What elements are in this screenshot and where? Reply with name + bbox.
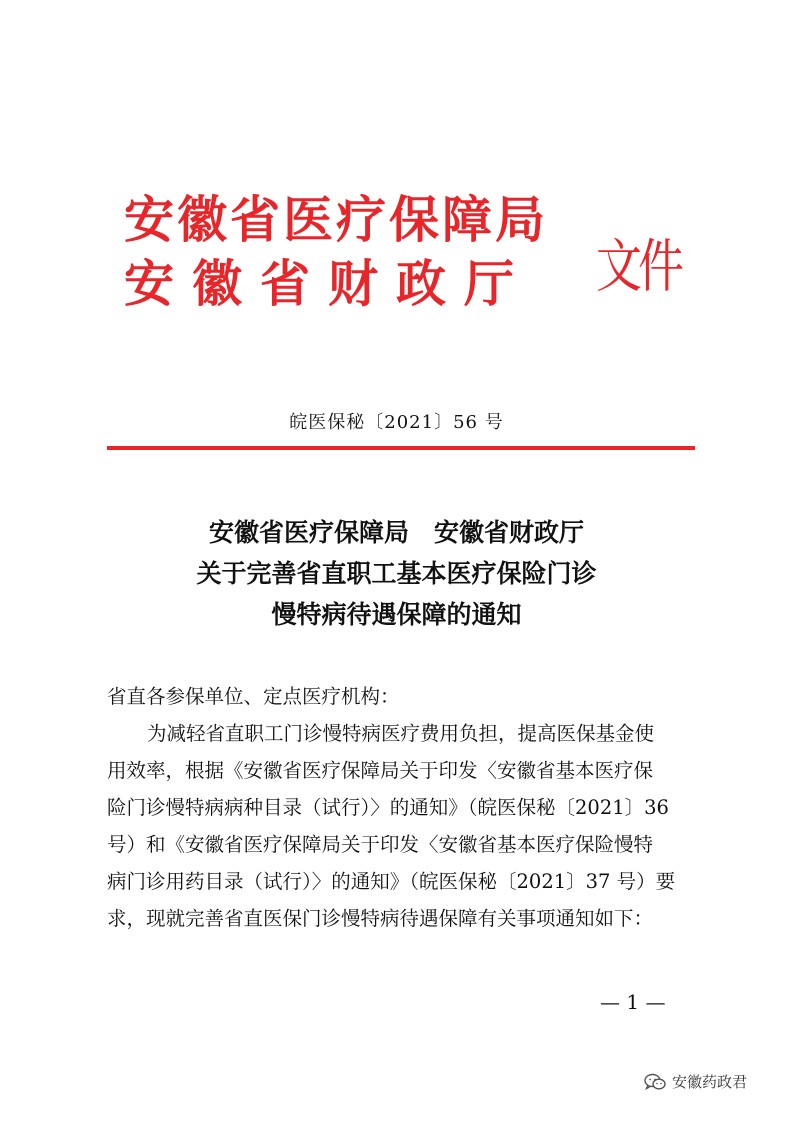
masthead-line-finance-department: 安徽省财政厅 — [124, 254, 532, 313]
masthead-document-suffix: 文件 — [596, 232, 680, 300]
document-number: 皖医保秘〔2021〕56 号 — [289, 412, 504, 433]
wechat-watermark — [644, 1071, 747, 1092]
watermark-account-name: 安徽药政君 — [672, 1073, 748, 1091]
notice-title-line-3: 慢特病待遇保障的通知 — [271, 600, 522, 629]
notice-body — [107, 678, 687, 937]
body-line: 用效率，根据《安徽省医疗保障局关于印发〈安徽省基本医疗保 — [107, 759, 654, 782]
page-number: — 1 — — [600, 990, 666, 1014]
notice-title-line-2: 关于完善省直职工基本医疗保险门诊 — [196, 559, 597, 588]
notice-title-line-1: 安徽省医疗保障局 安徽省财政厅 — [208, 518, 584, 547]
masthead-line-medical-security-bureau: 安徽省医疗保障局 — [124, 190, 548, 249]
notice-title — [0, 512, 793, 635]
body-line: 求，现就完善省直医保门诊慢特病待遇保障有关事项通知如下： — [107, 907, 654, 930]
body-line: 号）和《安徽省医疗保障局关于印发〈安徽省基本医疗保险慢特 — [107, 833, 654, 856]
body-line: 险门诊慢特病病种目录（试行）〉的通知》（皖医保秘〔2021〕36 — [107, 796, 669, 819]
body-line: 病门诊用药目录（试行）〉的通知》（皖医保秘〔2021〕37 号）要 — [107, 870, 676, 893]
wechat-icon — [644, 1073, 666, 1091]
body-line: 为减轻省直职工门诊慢特病医疗费用负担，提高医保基金使 — [147, 722, 655, 745]
salutation: 省直各参保单位、定点医疗机构： — [107, 685, 400, 708]
red-divider-line — [107, 446, 695, 450]
masthead — [124, 186, 684, 316]
